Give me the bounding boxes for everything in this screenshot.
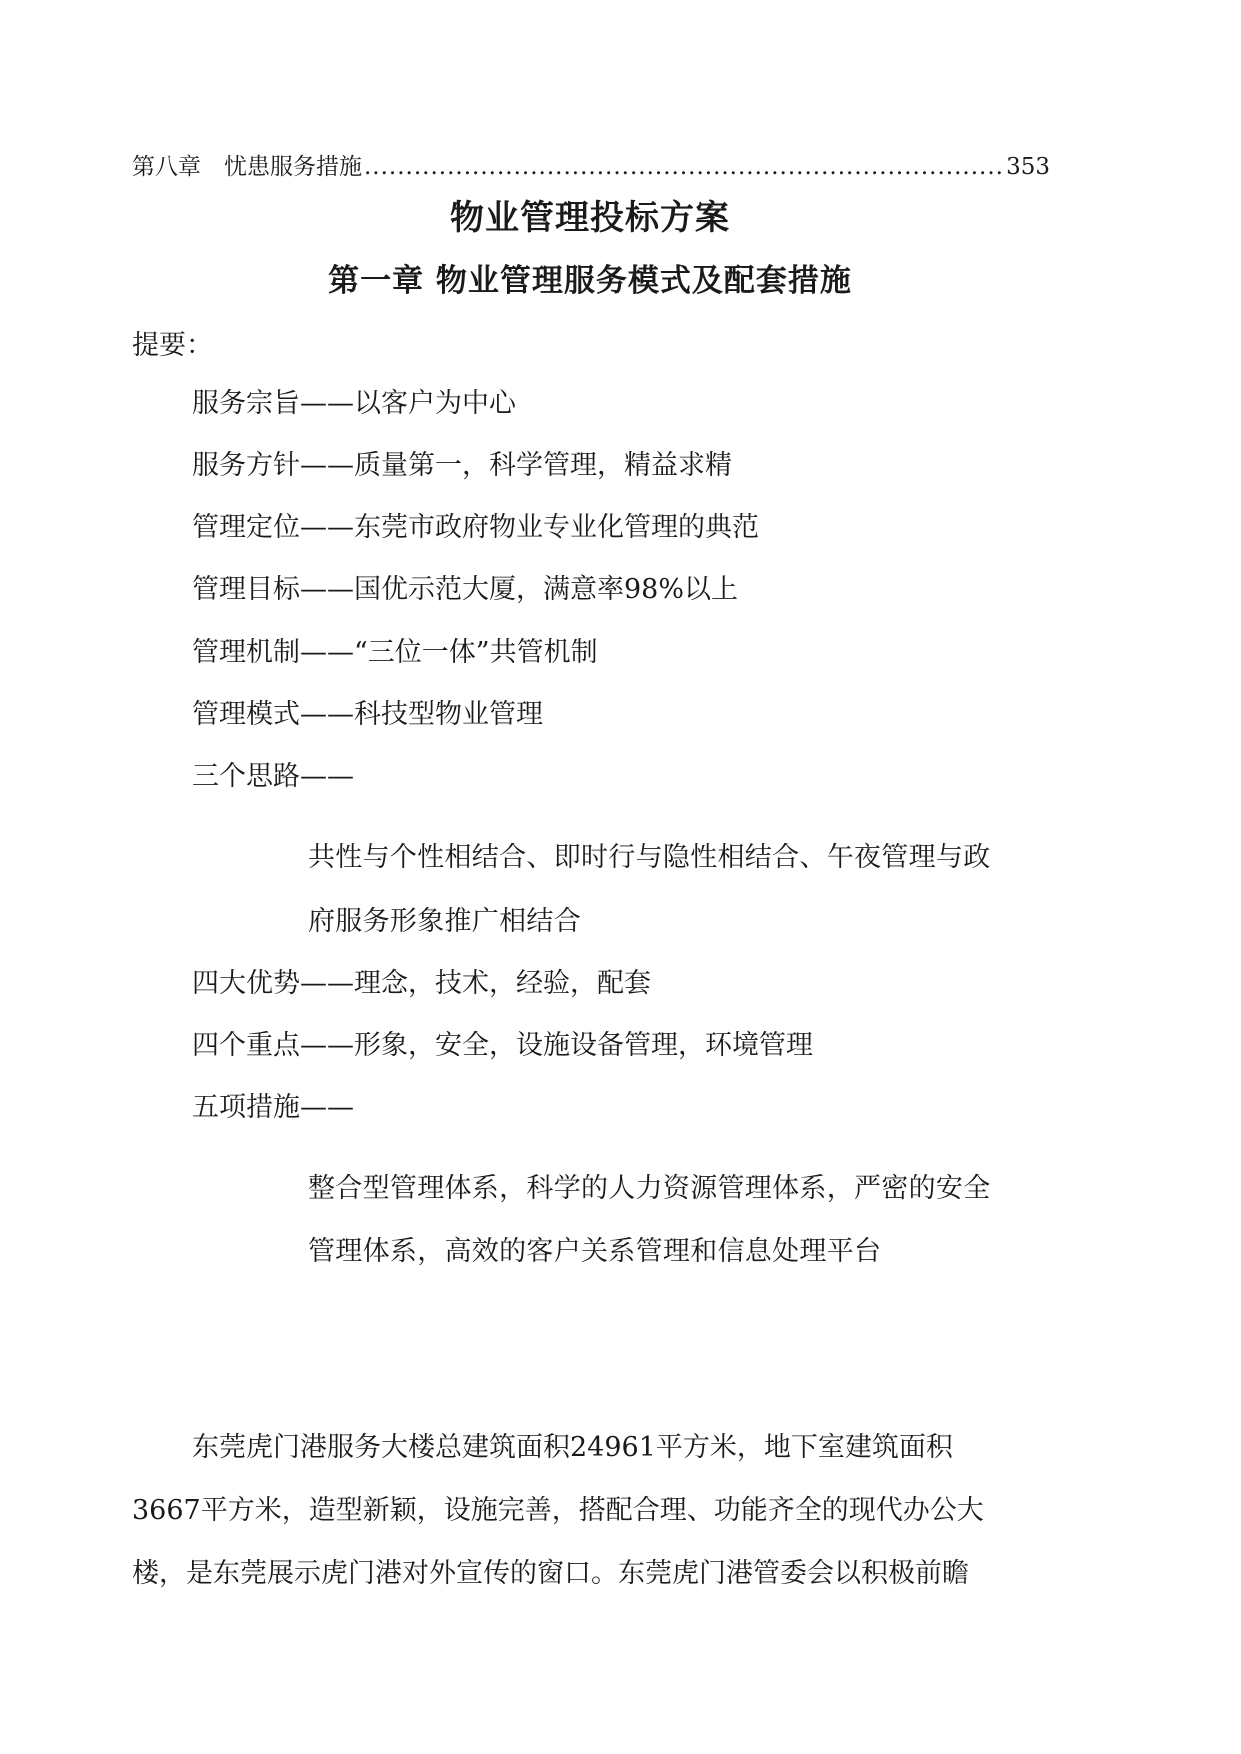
five-measures-line: 整合型管理体系，科学的人力资源管理体系，严密的安全 [308, 1173, 991, 1204]
summary-item-management-mode: 管理模式——科技型物业管理 [192, 699, 543, 730]
summary-item-four-advantages: 四大优势——理念，技术，经验，配套 [192, 968, 651, 999]
summary-item-management-positioning: 管理定位——东莞市政府物业专业化管理的典范 [192, 512, 759, 543]
five-measures-line: 管理体系，高效的客户关系管理和信息处理平台 [308, 1236, 882, 1267]
summary-label: 提要： [132, 330, 213, 361]
toc-entry-page-number: 353 [1006, 154, 1050, 180]
summary-item-management-goal: 管理目标——国优示范大厦，满意率98%以上 [192, 574, 739, 605]
summary-item-five-measures: 五项措施—— [192, 1092, 354, 1123]
toc-entry [132, 150, 1050, 184]
chapter-title: 第一章 物业管理服务模式及配套措施 [328, 263, 852, 299]
summary-item-management-mechanism: 管理机制——“三位一体”共管机制 [192, 637, 598, 668]
toc-dot-leader [364, 150, 1004, 184]
body-paragraph-line: 楼，是东莞展示虎门港对外宣传的窗口。东莞虎门港管委会以积极前瞻 [132, 1558, 969, 1589]
three-ideas-line: 府服务形象推广相结合 [308, 906, 581, 937]
body-paragraph-line: 东莞虎门港服务大楼总建筑面积24961平方米，地下室建筑面积 [192, 1432, 953, 1463]
three-ideas-line: 共性与个性相结合、即时行与隐性相结合、午夜管理与政 [308, 842, 991, 873]
document-title: 物业管理投标方案 [450, 198, 730, 238]
summary-item-service-policy: 服务方针——质量第一，科学管理，精益求精 [192, 450, 732, 481]
summary-item-three-ideas: 三个思路—— [192, 761, 354, 792]
summary-item-four-key-points: 四个重点——形象，安全，设施设备管理，环境管理 [192, 1030, 813, 1061]
body-paragraph-line: 3667平方米，造型新颖，设施完善，搭配合理、功能齐全的现代办公大 [132, 1495, 984, 1526]
summary-item-service-purpose: 服务宗旨——以客户为中心 [192, 388, 516, 419]
toc-entry-title: 第八章 忧患服务措施 [132, 154, 362, 180]
